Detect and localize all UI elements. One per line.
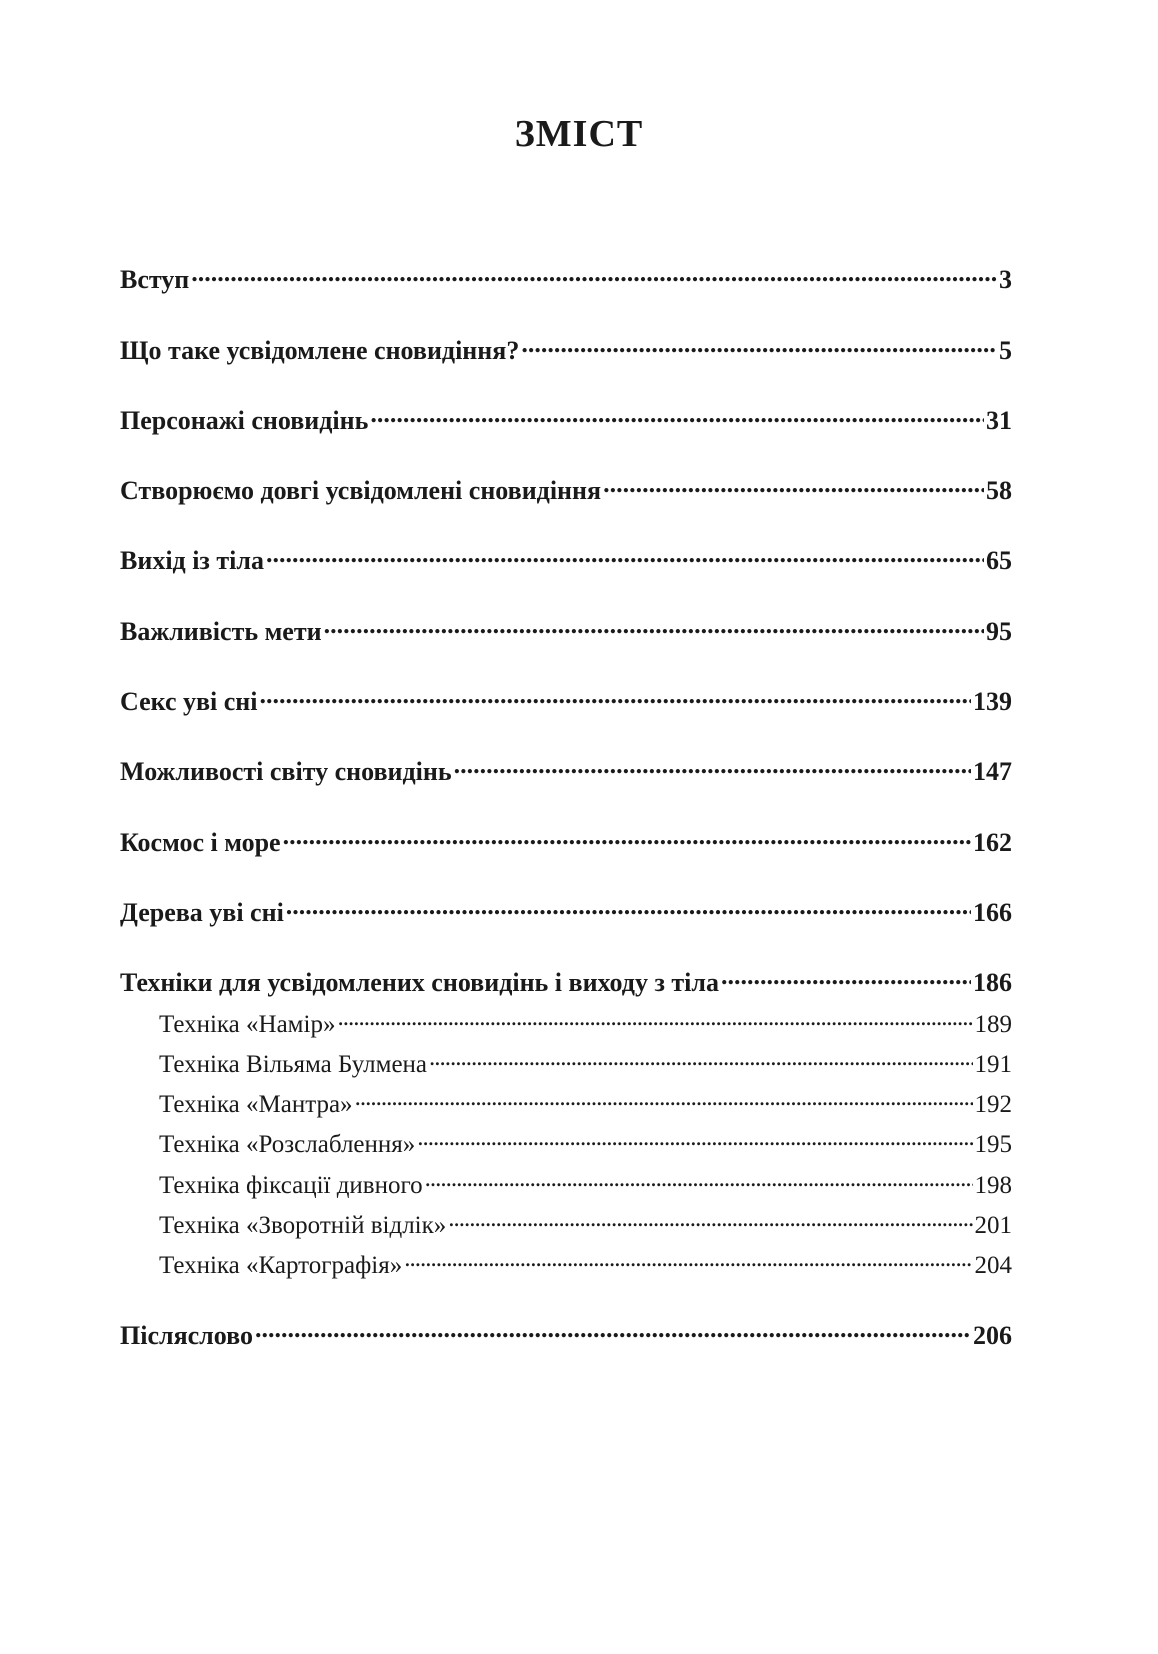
leader-dots: [721, 965, 971, 991]
toc-entry-label: Дерева уві сні: [120, 898, 284, 927]
toc-entry-label: Що таке усвідомлене сновидіння?: [120, 336, 520, 365]
leader-dots: [404, 1248, 972, 1273]
leader-dots: [286, 895, 971, 921]
toc-entry: [120, 825, 1012, 858]
leader-dots: [324, 614, 984, 640]
toc-subentry: [159, 1208, 1012, 1240]
toc-entry: [120, 754, 1012, 787]
toc-entry-page: 95: [986, 617, 1012, 646]
leader-dots: [429, 1047, 972, 1072]
toc-subentry-label: Техніка «Картографія»: [159, 1252, 403, 1279]
toc-entry-label: Післяслово: [120, 1321, 253, 1350]
leader-dots: [454, 754, 971, 780]
toc-entry: [120, 473, 1012, 506]
leader-dots: [355, 1087, 973, 1112]
toc-entry-label: Космос і море: [120, 828, 281, 857]
toc-entry: [120, 895, 1012, 928]
toc-entry-label: Техніки для усвідомлених сновидінь і виходу з тіла: [120, 968, 719, 997]
toc-entry: [120, 965, 1012, 998]
toc-subentry: [159, 1168, 1012, 1200]
toc-entry-label: Вступ: [120, 265, 190, 294]
leader-dots: [266, 543, 984, 569]
toc-entry: [120, 543, 1012, 576]
toc-subentry: [159, 1047, 1012, 1079]
toc-subentry-label: Техніка «Мантра»: [159, 1091, 353, 1118]
toc-subentry: [159, 1007, 1012, 1039]
toc-entry-page: 58: [986, 476, 1012, 505]
leader-dots: [370, 403, 984, 429]
toc-subentry-page: 189: [974, 1011, 1012, 1038]
leader-dots: [425, 1168, 973, 1193]
toc-entry-label: Можливості світу сновидінь: [120, 757, 452, 786]
toc-entry-page: 5: [999, 336, 1012, 365]
leader-dots: [603, 473, 984, 499]
leader-dots: [521, 333, 997, 359]
toc-subentry-label: Техніка фіксації дивного: [159, 1172, 423, 1199]
toc-entry-page: 65: [986, 546, 1012, 575]
toc-subentry-page: 192: [974, 1091, 1012, 1118]
toc-entry-page: 3: [999, 265, 1012, 294]
toc-subentry: [159, 1127, 1012, 1159]
leader-dots: [448, 1208, 972, 1233]
toc-entry: [120, 262, 1012, 295]
toc-subentry: [159, 1248, 1012, 1280]
toc-entry-label: Секс уві сні: [120, 687, 258, 716]
toc-entry: [120, 684, 1012, 717]
toc-entry: [120, 333, 1012, 366]
leader-dots: [337, 1007, 972, 1032]
leader-dots: [417, 1127, 972, 1152]
toc-entry-label: Персонажі сновидінь: [120, 406, 369, 435]
toc-subentry-page: 191: [974, 1051, 1012, 1078]
toc-entry-page: 147: [973, 757, 1012, 786]
leader-dots: [283, 825, 971, 851]
toc-subentry-page: 198: [974, 1172, 1012, 1199]
toc-entry-page: 139: [973, 687, 1012, 716]
page-title: ЗМІСТ: [514, 113, 644, 155]
toc-entry-label: Створюємо довгі усвідомлені сновидіння: [120, 476, 602, 505]
toc-entry-page: 31: [986, 406, 1012, 435]
toc-entry-page: 166: [973, 898, 1012, 927]
toc-subentry: [159, 1087, 1012, 1119]
toc-entry: [120, 614, 1012, 647]
toc-entry: [120, 1318, 1012, 1351]
toc-subentry-page: 195: [974, 1131, 1012, 1158]
toc-subentry-label: Техніка «Намір»: [159, 1011, 336, 1038]
leader-dots: [255, 1318, 971, 1344]
leader-dots: [191, 262, 997, 288]
toc-subentry-label: Техніка «Зворотній відлік»: [159, 1212, 447, 1239]
toc-entry-label: Важливість мети: [120, 617, 322, 646]
toc-subentry-page: 204: [974, 1252, 1012, 1279]
toc-entry-page: 162: [973, 828, 1012, 857]
toc-subentry-page: 201: [974, 1212, 1012, 1239]
toc-entry: [120, 403, 1012, 436]
toc-subentry-label: Техніка Вільяма Булмена: [159, 1051, 428, 1078]
toc-entry-page: 206: [973, 1321, 1012, 1350]
toc-entry-label: Вихід із тіла: [120, 546, 264, 575]
leader-dots: [260, 684, 971, 710]
toc-subentry-label: Техніка «Розслаблення»: [159, 1131, 416, 1158]
toc-entry-page: 186: [973, 968, 1012, 997]
